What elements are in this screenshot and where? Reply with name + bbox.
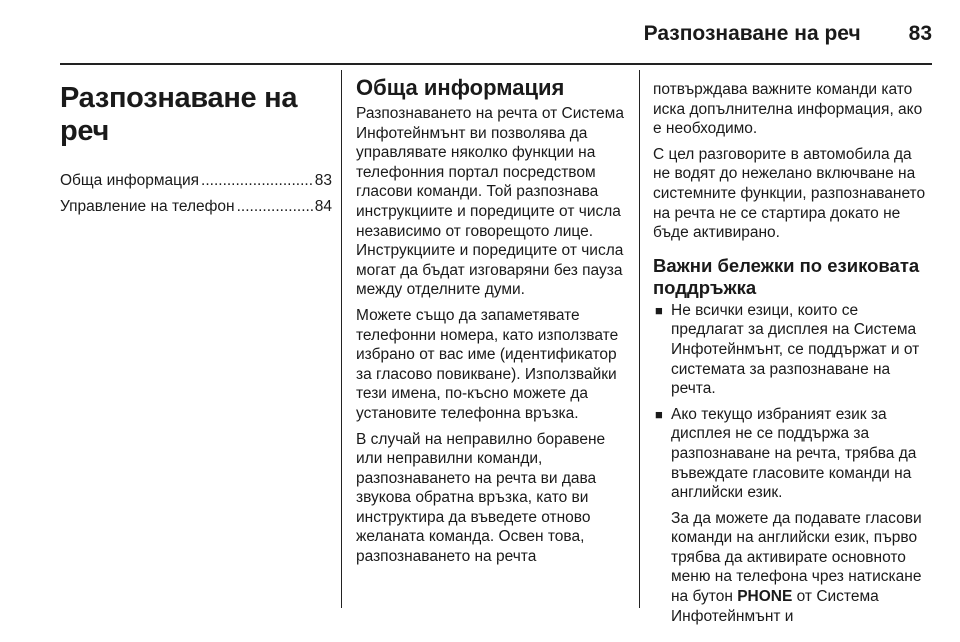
list-item [653, 301, 928, 399]
list-item-text: Ако текущо избраният език за дисплея не се поддържа за разпознаване на речта, трябва да въвеждате гласовите команди на английски език. [671, 405, 917, 502]
body-paragraph: В случай на неправилно боравене или неправилни команди, разпознаването на речта ви дава звукова обратна връзка, като ви инструктира да въведете отново желаната команда. Освен това, разпознаването на речта [356, 430, 606, 566]
toc-leader-dots [237, 194, 313, 220]
toc-entry-page: 83 [314, 172, 332, 189]
section-title: Обща информация [356, 75, 565, 100]
toc-entry-page: 84 [314, 198, 332, 215]
continuation-text: За да можете да подавате гласови команди на английски език, първо трябва да активирате основното меню на телефона чрез натискане на бутон [671, 509, 922, 606]
column-divider [639, 70, 640, 608]
list-item-continuation [671, 509, 928, 627]
language-notes-column [653, 70, 928, 632]
list-item-text: Не всички езици, които се предлагат за дисплея на Система Инфотейнмънт, се поддържат и от системата за разпознаване на речта. [671, 301, 920, 398]
toc-leader-dots [201, 168, 313, 194]
general-info-column [356, 70, 631, 573]
body-paragraph: С цел разговорите в автомобила да не водят до нежелано включване на системните функции, разпознаването на речта не се стартира докато не бъде активирано. [653, 145, 926, 242]
chapter-column [60, 70, 332, 220]
notes-list [653, 301, 928, 627]
running-header [60, 14, 932, 54]
toc-entry-label: Обща информация [60, 172, 200, 189]
list-item [653, 405, 928, 627]
toc-entry[interactable] [60, 168, 332, 194]
body-paragraph: Можете също да запаметявате телефонни номера, като използвате избрано от вас име (идентификатор за гласово повикване). Използвайки тези имена, по-късно можете да установите телефонна връзка. [356, 306, 619, 422]
body-paragraph: потвърждава важните команди като иска допълнителна информация, ако е необходимо. [653, 81, 923, 138]
bullet-square-icon: ■ [655, 302, 663, 318]
page-number: 83 [908, 22, 932, 45]
continuation-text: от Система Инфотейнмънт и [671, 588, 879, 625]
running-header-title: Разпознаване на реч [643, 22, 861, 45]
header-rule [60, 63, 932, 65]
subsection-title: Важни бележки по езиковата поддръжка [653, 254, 920, 298]
phone-button-label: PHONE [737, 588, 793, 606]
bullet-square-icon: ■ [655, 406, 663, 422]
toc-entry-label: Управление на телефон [60, 198, 235, 215]
body-paragraph: Разпознаването на речта от Система Инфотейнмънт ви позволява да управлявате няколко функции на телефонния портал посредством гласови команди. Той разпознава инструкциите и поредиците от числа независимо от говорещото лице. Инструкциите и поредиците от числа могат да бъдат изговаряни без пауза между отделните думи. [356, 105, 624, 299]
toc-entry[interactable] [60, 194, 332, 220]
column-divider [341, 70, 342, 608]
chapter-title: Разпознаване на реч [60, 82, 298, 147]
